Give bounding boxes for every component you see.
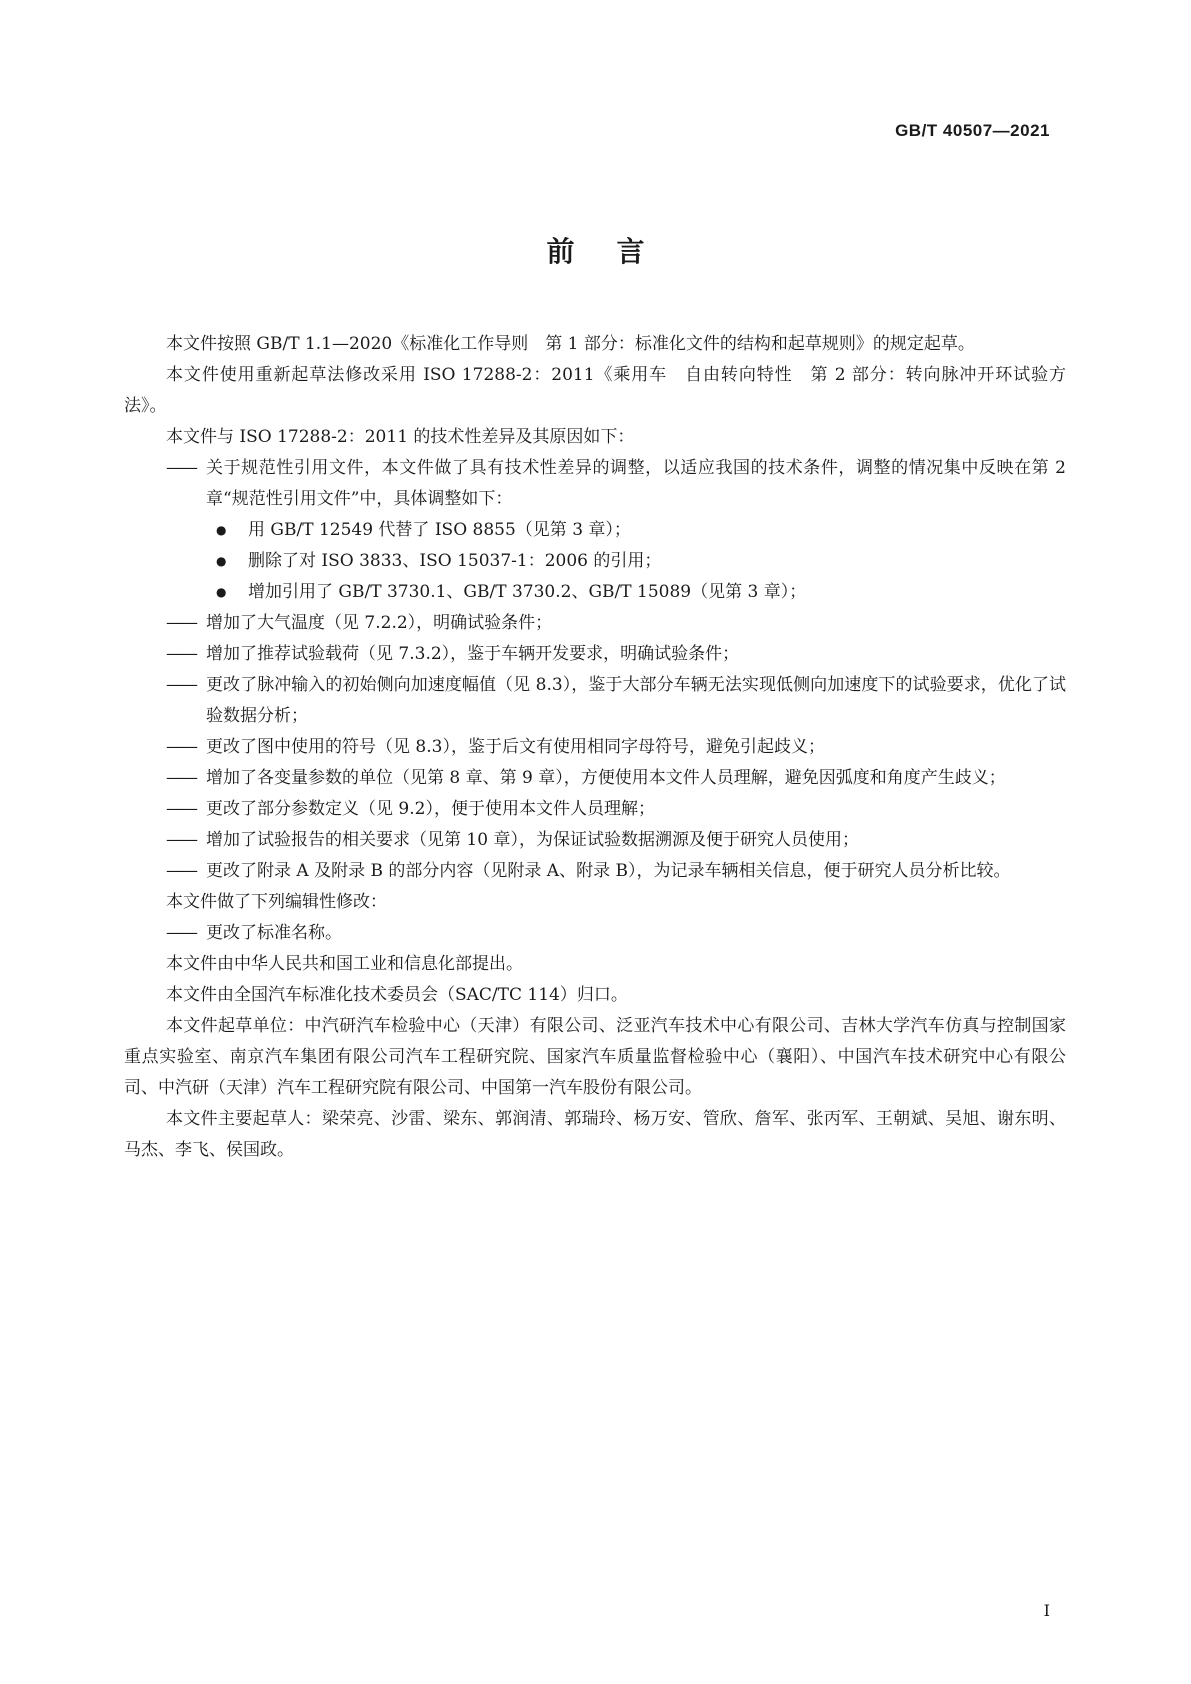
list-item	[124, 608, 1066, 639]
list-item	[124, 825, 1066, 856]
list-item	[124, 639, 1066, 670]
list-item-text: 更改了附录 A 及附录 B 的部分内容（见附录 A、附录 B），为记录车辆相关信息，便于研究人员分析比较。	[206, 861, 1011, 881]
bullet-item	[124, 546, 1066, 577]
dash-marker: ——	[166, 768, 196, 788]
list-item-text: 增加了推荐试验载荷（见 7.3.2），鉴于车辆开发要求，明确试验条件；	[206, 644, 740, 664]
dash-marker: ——	[166, 675, 196, 695]
bullet-item-text: 用 GB/T 12549 代替了 ISO 8855（见第 3 章）；	[248, 520, 631, 540]
bullet-item	[124, 515, 1066, 546]
paragraph-differences-intro: 本文件与 ISO 17288-2：2011 的技术性差异及其原因如下：	[166, 427, 635, 447]
dash-marker: ——	[166, 861, 196, 881]
list-item	[124, 670, 1066, 732]
bullet-item-text: 删除了对 ISO 3833、ISO 15037-1：2006 的引用；	[248, 551, 662, 571]
list-item	[124, 794, 1066, 825]
list-item	[124, 763, 1066, 794]
bullet-icon: ●	[216, 523, 227, 537]
list-item-text: 增加了大气温度（见 7.2.2），明确试验条件；	[206, 613, 553, 633]
bullet-item	[124, 577, 1066, 608]
list-item	[124, 732, 1066, 763]
bullet-icon: ●	[216, 585, 227, 599]
dash-marker: ——	[166, 458, 196, 478]
list-item-text: 更改了标准名称。	[206, 923, 342, 943]
foreword-body	[124, 329, 1066, 1166]
list-item	[124, 453, 1066, 515]
list-item	[124, 856, 1066, 887]
paragraph-drafters: 本文件主要起草人：梁荣亮、沙雷、梁东、郭润清、郭瑞玲、杨万安、管欣、詹军、张丙军、王朝斌、吴旭、谢东明、马杰、李飞、侯国政。	[124, 1109, 1066, 1160]
dash-marker: ——	[166, 923, 196, 943]
bullet-icon: ●	[216, 554, 227, 568]
dash-marker: ——	[166, 830, 196, 850]
list-item-text: 关于规范性引用文件，本文件做了具有技术性差异的调整，以适应我国的技术条件，调整的情况集中反映在第 2 章“规范性引用文件”中，具体调整如下：	[206, 458, 1066, 509]
list-item-text: 更改了部分参数定义（见 9.2），便于使用本文件人员理解；	[206, 799, 655, 819]
list-item-text: 增加了试验报告的相关要求（见第 10 章），为保证试验数据溯源及便于研究人员使用；	[206, 830, 859, 850]
page-number: I	[1043, 1601, 1050, 1620]
paragraph-proposer: 本文件由中华人民共和国工业和信息化部提出。	[166, 954, 523, 974]
paragraph-drafting-units: 本文件起草单位：中汽研汽车检验中心（天津）有限公司、泛亚汽车技术中心有限公司、吉林大学汽车仿真与控制国家重点实验室、南京汽车集团有限公司汽车工程研究院、国家汽车质量监督检验中心（襄阳）、中国汽车技术研究中心有限公司、中汽研（天津）汽车工程研究院有限公司、中国第一汽车股份有限公司。	[124, 1016, 1066, 1098]
paragraph-adoption: 本文件使用重新起草法修改采用 ISO 17288-2：2011《乘用车 自由转向特性 第 2 部分：转向脉冲开环试验方法》。	[124, 365, 1066, 416]
page-title: 前言	[546, 235, 687, 268]
bullet-item-text: 增加引用了 GB/T 3730.1、GB/T 3730.2、GB/T 15089（见第 3 章）；	[248, 582, 807, 602]
standard-number: GB/T 40507—2021	[895, 121, 1050, 140]
paragraph-drafting-rules: 本文件按照 GB/T 1.1—2020《标准化工作导则 第 1 部分：标准化文件的结构和起草规则》的规定起草。	[166, 334, 975, 354]
dash-marker: ——	[166, 644, 196, 664]
dash-marker: ——	[166, 737, 196, 757]
paragraph-committee: 本文件由全国汽车标准化技术委员会（SAC/TC 114）归口。	[166, 985, 628, 1005]
list-item-text: 更改了脉冲输入的初始侧向加速度幅值（见 8.3），鉴于大部分车辆无法实现低侧向加速度下的试验要求，优化了试验数据分析；	[206, 675, 1066, 726]
dash-marker: ——	[166, 799, 196, 819]
list-item	[124, 918, 1066, 949]
dash-marker: ——	[166, 613, 196, 633]
list-item-text: 更改了图中使用的符号（见 8.3），鉴于后文有使用相同字母符号，避免引起歧义；	[206, 737, 825, 757]
list-item-text: 增加了各变量参数的单位（见第 8 章、第 9 章），方便使用本文件人员理解，避免因弧度和角度产生歧义；	[206, 768, 1006, 788]
paragraph-editorial-intro: 本文件做了下列编辑性修改：	[166, 892, 387, 912]
